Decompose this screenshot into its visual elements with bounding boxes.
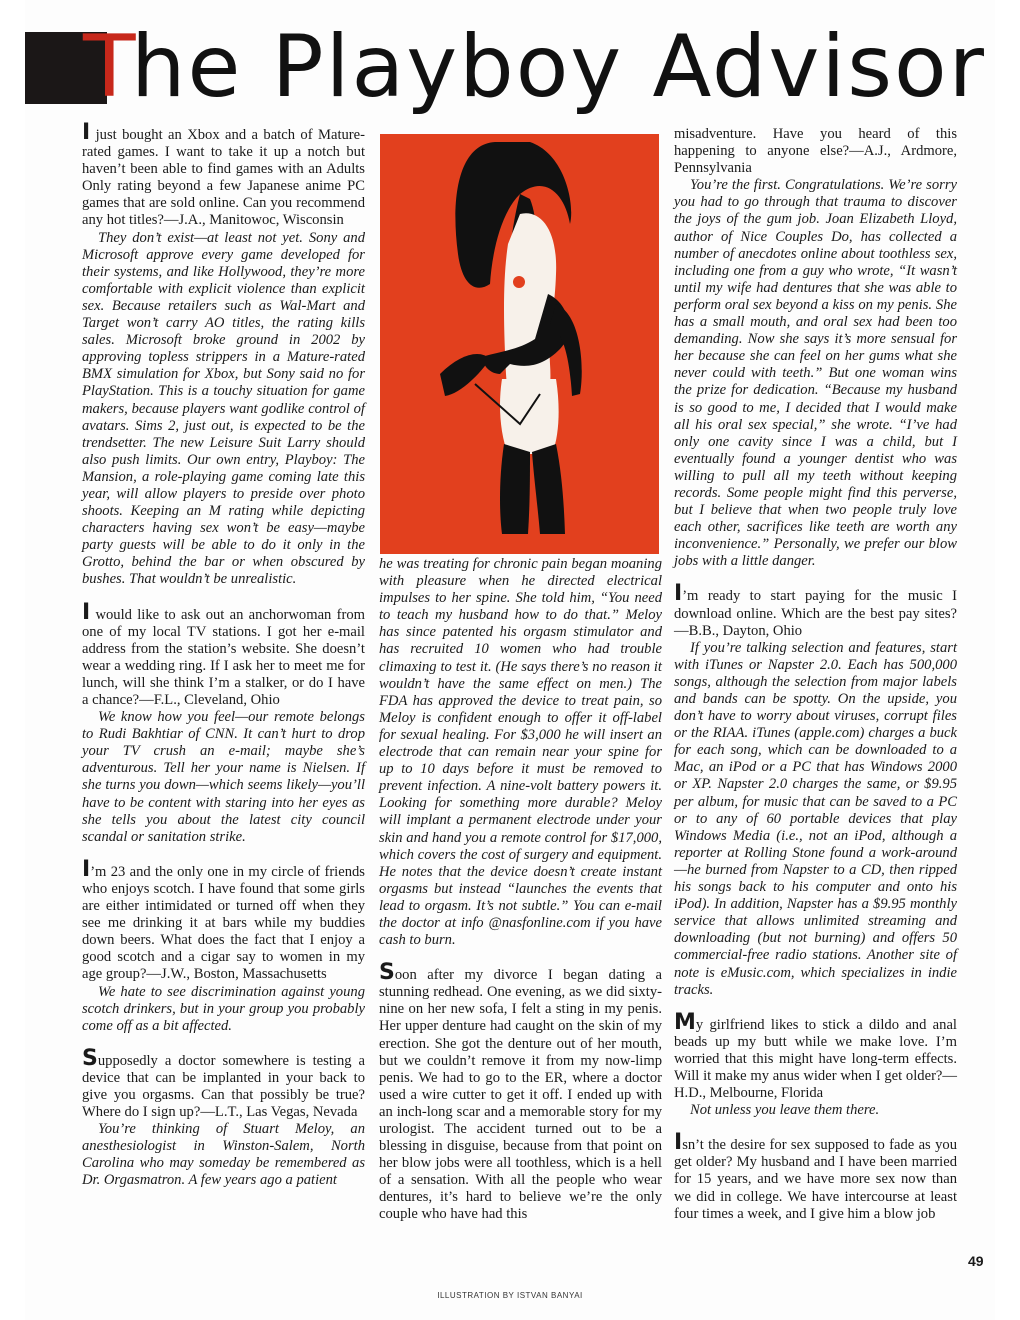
question-1 bbox=[82, 120, 365, 230]
question-2 bbox=[82, 599, 365, 710]
question-5 bbox=[379, 960, 662, 1223]
column-2-text bbox=[379, 556, 662, 1224]
illustration-credit: ILLUSTRATION BY ISTVAN BANYAI bbox=[437, 1291, 583, 1300]
page-title: he Playboy Advisor bbox=[131, 17, 987, 117]
question-text: oon after my divorce I began dating a stunning redhead. One evening, as we did sixty-nine on her new sofa, I felt a sting in my penis. Her upper denture had caught on the skin of my erection. She got the denture out of her mouth, but we couldn’t remove it from my now-limp penis. We had to go to the ER, where a doctor used a wire cutter to get it off. I ended up with an inch-long scar and a memorable story for my urologist. The accident turned out to be a blessing in disguise, because from that point on her blow jobs were all toothless, which is a hell of a sensation. With all the people who wear dentures, it’s hard to believe we’re the only couple who have had this bbox=[379, 967, 662, 1223]
column-1 bbox=[82, 120, 365, 1190]
drop-cap: I bbox=[82, 120, 91, 145]
header-initial-letter: T bbox=[83, 17, 136, 117]
drop-cap: M bbox=[674, 1009, 696, 1035]
drop-cap: S bbox=[379, 960, 395, 986]
column-3 bbox=[674, 126, 957, 1223]
answer-6: If you’re talking selection and features, start with iTunes or Napster 2.0. Each has 500,000 songs, although the selection from major labels and bands can be spotty. On the upside, you don’t have to worry about viruses, corrupt files or the RIAA. iTunes (apple.com) charges a buck for each song, which can be downloaded to a Mac, an iPod or a PC that has Windows 2000 or XP. Napster 2.0 charges the same, or $9.95 per album, for music that can be saved to a PC or to any of 60 portable devices that play Windows Media (i.e., not an iPod, although a reporter at Rolling Stone found a work-around—he burned from Napster to a CD, then ripped his songs back to his computer and onto his iPod). In addition, Napster has a $9.95 monthly service that allows unlimited streaming and downloading (but not burning) and offers 50 commercial-free radio stations. Another site of note is eMusic.com, which specializes in indie tracks. bbox=[674, 639, 957, 998]
drop-cap: S bbox=[82, 1045, 98, 1071]
answer-4-continued: he was treating for chronic pain began moaning with pleasure when he directed electrical impulses to her spine. She told him, “You need to teach my husband how to do that.” Meloy has since patented his orgasm stimulator and has recruited 10 women who had trouble climaxing to test it. (He says there’s no reason it wouldn’t have the same effect on men.) The FDA has approved the device to treat pain, so Meloy is confident enough to offer it off-label for sexual healing. For $3,000 he will insert an electrode that can remain near your spine for up to 10 days before it must be removed to prevent infection. A nine-volt battery powers it. Looking for something more durable? Meloy will implant a permanent electrode under your skin and hand you a remote control for $17,000, which covers the cost of surgery and equipment. He notes that the device doesn’t create instant orgasms but instead “launches the events that lead to orgasm. It’s not subtle.” You can e-mail the doctor at info @nasfonline.com if you have cash to burn. bbox=[379, 556, 662, 949]
drop-cap: I bbox=[82, 856, 91, 882]
page-header bbox=[25, 17, 987, 117]
answer-7: Not unless you leave them there. bbox=[690, 1102, 880, 1119]
answer-2: We know how you feel—our remote belongs to Rudi Bakhtiar of CNN. It can’t hurt to drop your TV crush an e-mail; maybe she’s adventurous. Tell her your name is Nielsen. If she turns you down—which seems likely—you’ll have to be content with staring into her eyes as she tells you about the latest city council scandal or sanitation strike. bbox=[82, 709, 365, 845]
answer-5: You’re the first. Congratulations. We’re sorry you had to go through that trauma to discover the joys of the gum job. Joan Elizabeth Lloyd, author of Nice Couples Do, has collected a number of anecdotes online about toothless sex, including one from a guy who wrote, “It wasn’t until my wife had dentures that she was able to perform oral sex beyond a kiss on my penis. She has a small mouth, and oral sex had been too demanding. Now she says it’s more sensual for her because she can feel on her gums what she never could with teeth.” But one woman wins the prize for dedication. “Because my husband is so good to me, I decided that I would make all his oral sex special,” she wrote. “I’ve had only one cavity since I was a child, but I eventually found a younger dentist who was willing to pull all my teeth without keeping records. Some people might find this perverse, but I believe that when two people truly love each other, sacrifices like teeth are worth any inconvenience.” Personally, we prefer our blow jobs with a little danger. bbox=[674, 177, 957, 570]
answer-1: They don’t exist—at least not yet. Sony and Microsoft approve every game developed for their systems, and like Hollywood, they’re more comfortable with explicit violence than explicit sex. Because retailers such as Wal-Mart and Target won’t carry AO titles, the rating kills sales. Microsoft broke ground in 2002 by approving topless strippers in a Mature-rated BMX simulation for Xbox, but Sony said no for PlayStation. This is a touchy situation for game makers, because players want godlike control of avatars. Sims 2, just out, is expected to be the trendsetter. The new Leisure Suit Larry should also push limits. Our own entry, Playboy: The Mansion, a role-playing game coming late this year, will allow players to preside over photo shoots. Keeping an M rating while depicting characters having sex won’t be easy—maybe party guests will be able to do it only in the Grotto, behind the bar or when obscured by bushes. That wouldn’t be unrealistic. bbox=[82, 229, 365, 588]
question-text: would like to ask out an anchorwoman from one of my local TV stations. I got her e-mail address from the station’s website. She doesn’t wear a wedding ring. If I ask her to meet me for lunch, will she think I’m a stalker, or do I have a chance?—F.L., Cleveland, Ohio bbox=[82, 606, 365, 708]
question-text: upposedly a doctor somewhere is testing a device that can be implanted in your back to give you orgasms. Can that possibly be true? Where do I sign up?—L.T., Las Vegas, Nevada bbox=[82, 1052, 365, 1121]
page-number: 49 bbox=[968, 1253, 984, 1269]
answer-3: We hate to see discrimination against young scotch drinkers, but in your group you probably come off as a bit affected. bbox=[82, 983, 365, 1034]
illustration bbox=[380, 134, 659, 554]
drop-cap: I bbox=[82, 599, 91, 625]
question-8 bbox=[674, 1130, 957, 1222]
question-4 bbox=[82, 1045, 365, 1121]
question-text: just bought an Xbox and a batch of Mature-rated games. I want to take it up a notch but haven’t been able to find games with an Adults Only rating beyond a few Japanese anime PC games that are sold online. Can you recommend any hot titles?—J.A., Manitowoc, Wisconsin bbox=[82, 127, 365, 229]
question-text: ’m ready to start paying for the music I download online. Which are the best pay sites?—B.B., Dayton, Ohio bbox=[674, 588, 957, 639]
drop-cap: I bbox=[674, 581, 683, 607]
question-7 bbox=[674, 1009, 957, 1102]
question-text: ’m 23 and the only one in my circle of friends who enjoys scotch. I have found that some girls are either intimidated or turned off when they see me drinking it at bars while my buddies down beers. What does the fact that I enjoy a good scotch and a cigar say to women in my age group?—J.W., Boston, Massachusetts bbox=[82, 863, 365, 983]
drop-cap: I bbox=[674, 1130, 683, 1156]
question-3 bbox=[82, 856, 365, 984]
question-5-continued: misadventure. Have you heard of this happening to anyone else?—A.J., Ardmore, Pennsylvania bbox=[674, 126, 957, 177]
question-6 bbox=[674, 581, 957, 639]
magazine-page bbox=[25, 0, 995, 1320]
illustration-figure bbox=[380, 134, 659, 554]
answer-4: You’re thinking of Stuart Meloy, an anesthesiologist in Winston-Salem, North Carolina who may someday be remembered as Dr. Orgasmatron. A few years ago a patient bbox=[82, 1121, 365, 1189]
question-text: sn’t the desire for sex supposed to fade as you get older? My husband and I have been married for 15 years, and we have more sex now than we did in college. We have intercourse at least four times a week, and I give him a blow job bbox=[674, 1137, 957, 1222]
question-text: y girlfriend likes to stick a dildo and anal beads up my butt while we make love. I’m worried that this might have long-term effects. Will it make my anus wider when I get older?—H.D., Melbourne, Florida bbox=[674, 1016, 957, 1102]
